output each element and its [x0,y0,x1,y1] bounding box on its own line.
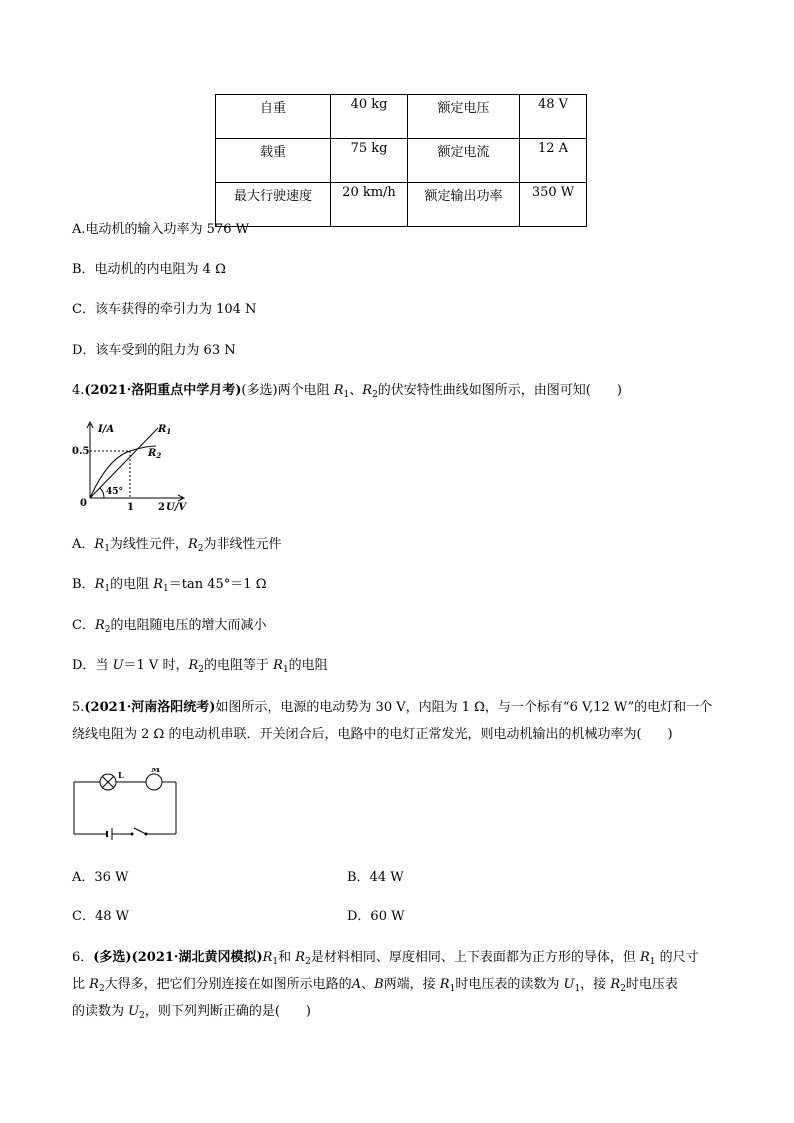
table-cell: 40 kg [331,95,408,139]
var-r: R [639,950,650,965]
subscript: 2 [372,390,378,400]
var-r: R [262,950,273,965]
subscript: 1 [449,984,456,994]
q5-source: (2021·河南洛阳统考) [84,700,216,715]
var-r: R [94,577,105,592]
option-letter: C． [72,618,95,633]
separator: 、 [361,977,375,992]
option-text: 的电阻等于 [204,658,274,673]
subscript: 1 [104,544,110,554]
curve-label-r2: $R_2$ [148,448,162,460]
subscript: 2 [620,984,626,994]
q6-text: 的读数为 [72,1004,129,1019]
var-u: U [563,977,575,992]
q3-option-d: D．该车受到的阻力为 63 N [72,343,236,358]
q4-number: 4. [72,383,85,398]
switch-blade [134,828,146,834]
q4-option-d [72,658,328,674]
curve-r1 [90,428,158,498]
angle-label: 45° [106,487,124,497]
q6-text: 两端，接 [383,977,440,992]
table-cell: 最大行驶速度 [216,183,331,227]
table-row [216,139,587,183]
x-tick-label: 1 [127,502,134,513]
var-r: R [610,977,621,992]
var-r: R [89,977,99,992]
q5-stem-line2: 绕线电阻为 2 Ω 的电动机串联．开关闭合后，电路中的电灯正常发光，则电动机输出的机械功率为( ) [72,727,673,742]
subscript: 1 [104,584,111,594]
option-letter: B． [72,577,95,592]
q4-stem-text: 的伏安特性曲线如图所示，由图可知( ) [377,383,622,398]
var-r: R [187,537,198,552]
q4-stem-text: 两个电阻 [277,383,334,398]
y-axis-label: I/A [98,424,115,435]
q6-text: 时电压表 [625,977,678,992]
iu-graph [68,418,198,514]
x-axis-label: U/V [166,502,187,513]
q4-tag: (多选) [241,383,278,398]
table-cell: 自重 [216,95,331,139]
option-text: 的电阻 [288,658,328,673]
q4-option-c [72,618,267,634]
q3-option-a: A.电动机的输入功率为 576 W [72,222,249,237]
var-u: U [128,1004,140,1019]
subscript: 1 [343,390,350,400]
motor-symbol [146,774,162,790]
var-r: R [188,658,199,673]
q6-stem-line3 [72,1004,311,1020]
option-letter: D．当 [72,658,113,673]
option-text: 的电阻随电压的增大而减小 [110,618,267,633]
table-cell: 载重 [216,139,331,183]
option-text: 为非线性元件 [203,537,282,552]
lamp-label: L [118,770,124,780]
y-tick-label: 0.5 [72,446,90,457]
var-r: R [439,977,450,992]
q5-option-b: B．44 W [347,870,404,885]
option-text: 为线性元件， [109,537,188,552]
table-cell: 额定电压 [408,95,520,139]
table-row [216,183,587,227]
q3-option-c: C．该车获得的牵引力为 104 N [72,302,257,317]
subscript: 1 [574,984,581,994]
var-r: R [295,950,306,965]
q4-stem [72,383,622,399]
var-r: R [333,383,344,398]
subscript: 2 [139,1011,145,1021]
q5-stem-line1 [72,700,712,716]
option-text: ＝1 V 时， [123,658,189,673]
subscript: 2 [104,625,111,635]
motor-label: M [151,768,160,774]
var-r: R [94,618,105,633]
spec-table [215,94,587,227]
q6-number: 6． [72,950,94,965]
table-cell: 额定输出功率 [408,183,520,227]
origin-label: 0 [80,498,87,509]
subscript: 1 [272,957,279,967]
q4-source: (2021·洛阳重点中学月考) [84,383,242,398]
switch-contact [145,833,148,836]
q6-text: 大得多，把它们分别连接在如图所示电路的 [104,977,352,992]
var-r: R [362,383,373,398]
q6-tag: (多选) [93,950,132,965]
table-row [216,95,587,139]
angle-arc [100,488,104,498]
q4-option-a [72,537,281,553]
table-cell: 12 A [520,139,587,183]
curve-label-r1: $R_1$ [158,424,172,436]
table-cell: 48 V [520,95,587,139]
q5-option-c: C．48 W [72,909,129,924]
table-cell: 20 km/h [331,183,408,227]
q6-text: 比 [72,977,90,992]
subscript: 1 [649,957,656,967]
q6-text: 的尺寸 [655,950,699,965]
var-b: B [374,977,384,992]
option-text: ＝tan 45°＝1 Ω [168,577,267,592]
var-r: R [94,537,105,552]
circuit-diagram [70,768,182,840]
q4-option-b [72,577,266,593]
separator: 、 [349,383,363,398]
table-cell: 75 kg [331,139,408,183]
option-text: 的电阻 [110,577,154,592]
q6-stem-line2 [72,977,678,993]
q6-text: ，接 [580,977,611,992]
var-r: R [153,577,164,592]
subscript: 1 [163,584,169,594]
q5-option-d: D．60 W [347,909,405,924]
q5-stem-text: 如图所示，电源的电动势为 30 V，内阻为 1 Ω，与一个标有“6 V,12 W”的电灯和一个 [215,700,713,715]
q5-option-a: A．36 W [72,870,129,885]
q6-text: 是材料相同、厚度相同、上下表面都为正方形的导体，但 [310,950,640,965]
table-cell: 350 W [520,183,587,227]
q6-text: 和 [278,950,296,965]
subscript: 2 [197,544,204,554]
subscript: 2 [198,665,204,675]
subscript: 1 [282,665,289,675]
x-tick-label: 2 [158,502,165,513]
table-cell: 额定电流 [408,139,520,183]
q6-stem-line1 [72,950,699,966]
var-r: R [273,658,283,673]
var-a: A [351,977,362,992]
q6-text: 时电压表的读数为 [455,977,564,992]
option-letter: A． [72,537,95,552]
subscript: 2 [305,957,311,967]
q6-text: ，则下列判断正确的是( ) [144,1004,311,1019]
q3-option-b: B．电动机的内电阻为 4 Ω [72,262,226,277]
q6-source: (2021·湖北黄冈模拟) [131,950,263,965]
var-u: U [112,658,124,673]
q5-number: 5. [72,700,85,715]
subscript: 2 [98,984,105,994]
switch-contact [131,833,134,836]
